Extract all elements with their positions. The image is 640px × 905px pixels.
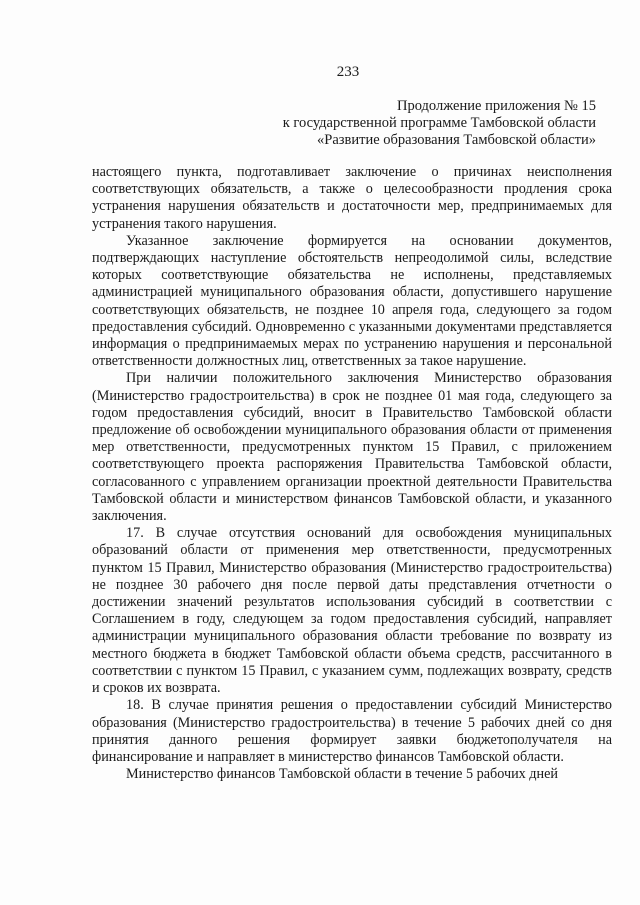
header-line-3: «Развитие образования Тамбовской области» — [317, 132, 596, 148]
header-line-1: Продолжение приложения № 15 — [397, 98, 596, 114]
paragraph: Министерство финансов Тамбовской области в течение 5 рабочих дней — [126, 766, 559, 783]
paragraph-continuation: настоящего пункта, подготавливает заключение о причинах неисполнения соответствующих обязательств, а также о целесообразности продления срока устранения нарушения обязательств и достаточности мер, предпринимаемых для устранения такого нарушения. — [92, 164, 612, 232]
paragraph-item-18: 18. В случае принятия решения о предоставлении субсидий Министерство образования (Министерство градостроительства) в течение 5 рабочих дней со дня принятия данного решения формирует заявки бюджетополучателя на финансирование и направляет в министерство финансов Тамбовской области. — [92, 697, 612, 765]
document-body — [92, 164, 612, 783]
appendix-header — [216, 98, 596, 149]
header-line-2: к государственной программе Тамбовской области — [282, 115, 596, 131]
paragraph-item-17: 17. В случае отсутствия оснований для освобождения муниципальных образований области от применения мер ответственности, предусмотренных пунктом 15 Правил, Министерство образования (Министерство градостроительства) не позднее 30 рабочего дня после первой даты представления отчетности о достижении значений результатов использования субсидий в соответствии с Соглашением в году, следующем за годом предоставления субсидий, направляет администрации муниципального образования области требование по возврату из местного бюджета в бюджет Тамбовской области объема средств, рассчитанного в соответствии с пунктом 15 Правил, с указанием сумм, подлежащих возврату, средств и сроков их возврата. — [92, 525, 612, 697]
paragraph: Указанное заключение формируется на основании документов, подтверждающих наступление обстоятельств непреодолимой силы, вследствие которых соответствующие обязательства не исполнены, представляемых администрацией муниципального образования области, допустившего нарушение соответствующих обязательств, не позднее 10 апреля года, следующего за годом предоставления субсидий. Одновременно с указанными документами представляется информация о предпринимаемых мерах по устранению нарушения и персональной ответственности должностных лиц, ответственных за такое нарушение. — [92, 232, 612, 370]
paragraph: При наличии положительного заключения Министерство образования (Министерство градостроительства) в срок не позднее 01 мая года, следующего за годом предоставления субсидий, вносит в Правительство Тамбовской области предложение об освобождении муниципального образования области от применения мер ответственности, предусмотренных пунктом 15 Правил, с приложением соответствующего проекта распоряжения Правительства Тамбовской области, согласованного с управлением организации проектной деятельности Правительства Тамбовской области и министерством финансов Тамбовской области, и указанного заключения. — [92, 370, 612, 525]
page-number: 233 — [336, 64, 360, 80]
